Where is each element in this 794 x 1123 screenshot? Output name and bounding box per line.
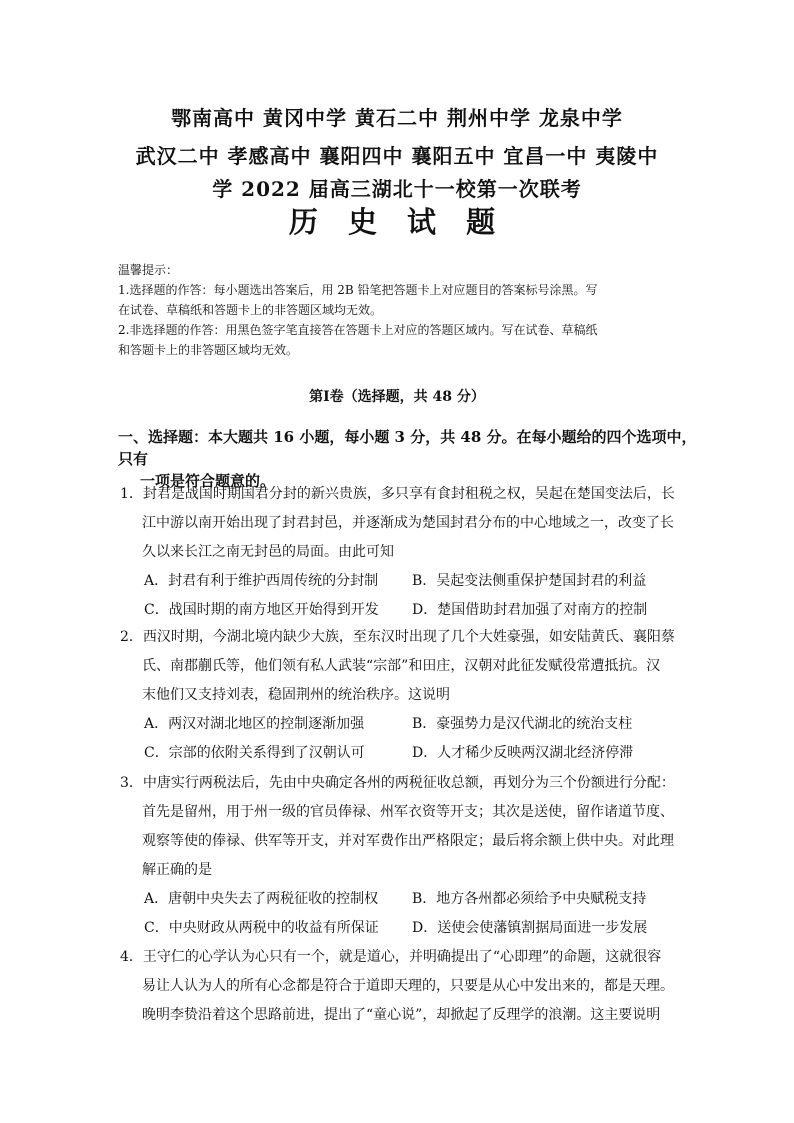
question-stem-line: 解正确的是	[142, 862, 212, 878]
option-a: A．封君有利于维护西周传统的分封制	[144, 573, 379, 589]
option-b: B．地方各州都必须给予中央赋税支持	[412, 891, 647, 907]
question-stem-line: 晚明李贽沿着这个思路前进，提出了“童心说”，却掀起了反理学的浪潮。这主要说明	[142, 1007, 661, 1023]
option-c: C．中央财政从两税中的收益有所保证	[144, 920, 379, 936]
question-stem-line: 久以来长江之南无封邑的局面。由此可知	[142, 544, 394, 560]
question-stem-line: 观察等使的俸禄、供军等开支，并对军费作出严格限定；最后将余额上供中央。对此理	[142, 833, 674, 849]
option-d: D．送使会使藩镇割据局面进一步发展	[412, 920, 648, 936]
question-stem-line: 江中游以南开始出现了封君封邑，并逐渐成为楚国封君分布的中心地域之一，改变了长	[142, 515, 674, 531]
option-a: A．唐朝中央失去了两税征收的控制权	[144, 891, 379, 907]
question-stem-line: 1．封君是战国时期国君分封的新兴贵族，多只享有食封租税之权，吴起在楚国变法后，长	[120, 486, 675, 502]
page-title: 历 史 试 题	[288, 205, 506, 239]
header-schools-line-2: 武汉二中 孝感高中 襄阳四中 襄阳五中 宜昌一中 夷陵中	[135, 144, 659, 168]
question-stem-line: 4．王守仁的心学认为心只有一个，就是道心，并明确提出了“心即理”的命题，这就很容	[120, 949, 662, 965]
question-stem-line: 2．西汉时期，今湖北境内缺少大族，至东汉时出现了几个大姓豪强，如安陆黄氏、襄阳蔡	[120, 629, 675, 645]
question-stem-line: 易让人认为人的所有心念都是符合于道即天理的，只要是从心中发出来的，都是天理。	[142, 978, 674, 994]
part-instructions-line: 一、选择题：本大题共 16 小题，每小题 3 分，共 48 分。在每小题给的四个选项中，只有	[118, 428, 697, 468]
notice-line: 1.选择题的作答：每小题选出答案后，用 2B 铅笔把答题卡上对应题目的答案标号涂黑。写	[118, 283, 598, 297]
section-title: 第Ⅰ卷（选择题，共 48 分）	[309, 389, 485, 405]
question-1	[120, 480, 680, 625]
question-3	[120, 769, 680, 943]
option-c: C．宗部的依附关系得到了汉朝认可	[144, 745, 365, 761]
question-4	[120, 943, 680, 1030]
header-schools-line-1: 鄂南高中 黄冈中学 黄石二中 荆州中学 龙泉中学	[171, 106, 623, 130]
question-stem-line: 3．中唐实行两税法后，先由中央确定各州的两税征收总额，再划分为三个份额进行分配：	[120, 775, 675, 791]
notice-line: 在试卷、草稿纸和答题卡上的非答题区域均无效。	[118, 303, 383, 317]
question-2	[120, 623, 680, 768]
question-stem-line: 氏、南郡蒯氏等，他们领有私人武装“宗部”和田庄，汉朝对此征发赋役常遭抵抗。汉	[142, 658, 661, 674]
notice-line: 2.非选择题的作答：用黑色签字笔直接答在答题卡上对应的答题区域内。写在试卷、草稿纸	[118, 323, 598, 337]
header-exam-name: 学 2022 届高三湖北十一校第一次联考	[212, 177, 582, 201]
notice-line: 和答题卡上的非答题区域均无效。	[118, 343, 299, 357]
option-d: D．楚国借助封君加强了对南方的控制	[412, 602, 648, 618]
notice-label: 温馨提示：	[118, 263, 179, 277]
part-instructions-line: 一项是符合题意的。	[140, 472, 276, 490]
option-c: C．战国时期的南方地区开始得到开发	[144, 602, 379, 618]
notice-box	[118, 260, 678, 360]
option-a: A．两汉对湖北地区的控制逐渐加强	[144, 716, 365, 732]
option-b: B．豪强势力是汉代湖北的统治支柱	[412, 716, 633, 732]
option-d: D．人才稀少反映两汉湖北经济停滞	[412, 745, 634, 761]
question-stem-line: 首先是留州，用于州一级的官员俸禄、州军衣资等开支；其次是送使，留作诸道节度、	[142, 804, 674, 820]
question-stem-line: 末他们又支持刘表，稳固荆州的统治秩序。这说明	[142, 687, 450, 703]
option-b: B．吴起变法侧重保护楚国封君的利益	[412, 573, 647, 589]
